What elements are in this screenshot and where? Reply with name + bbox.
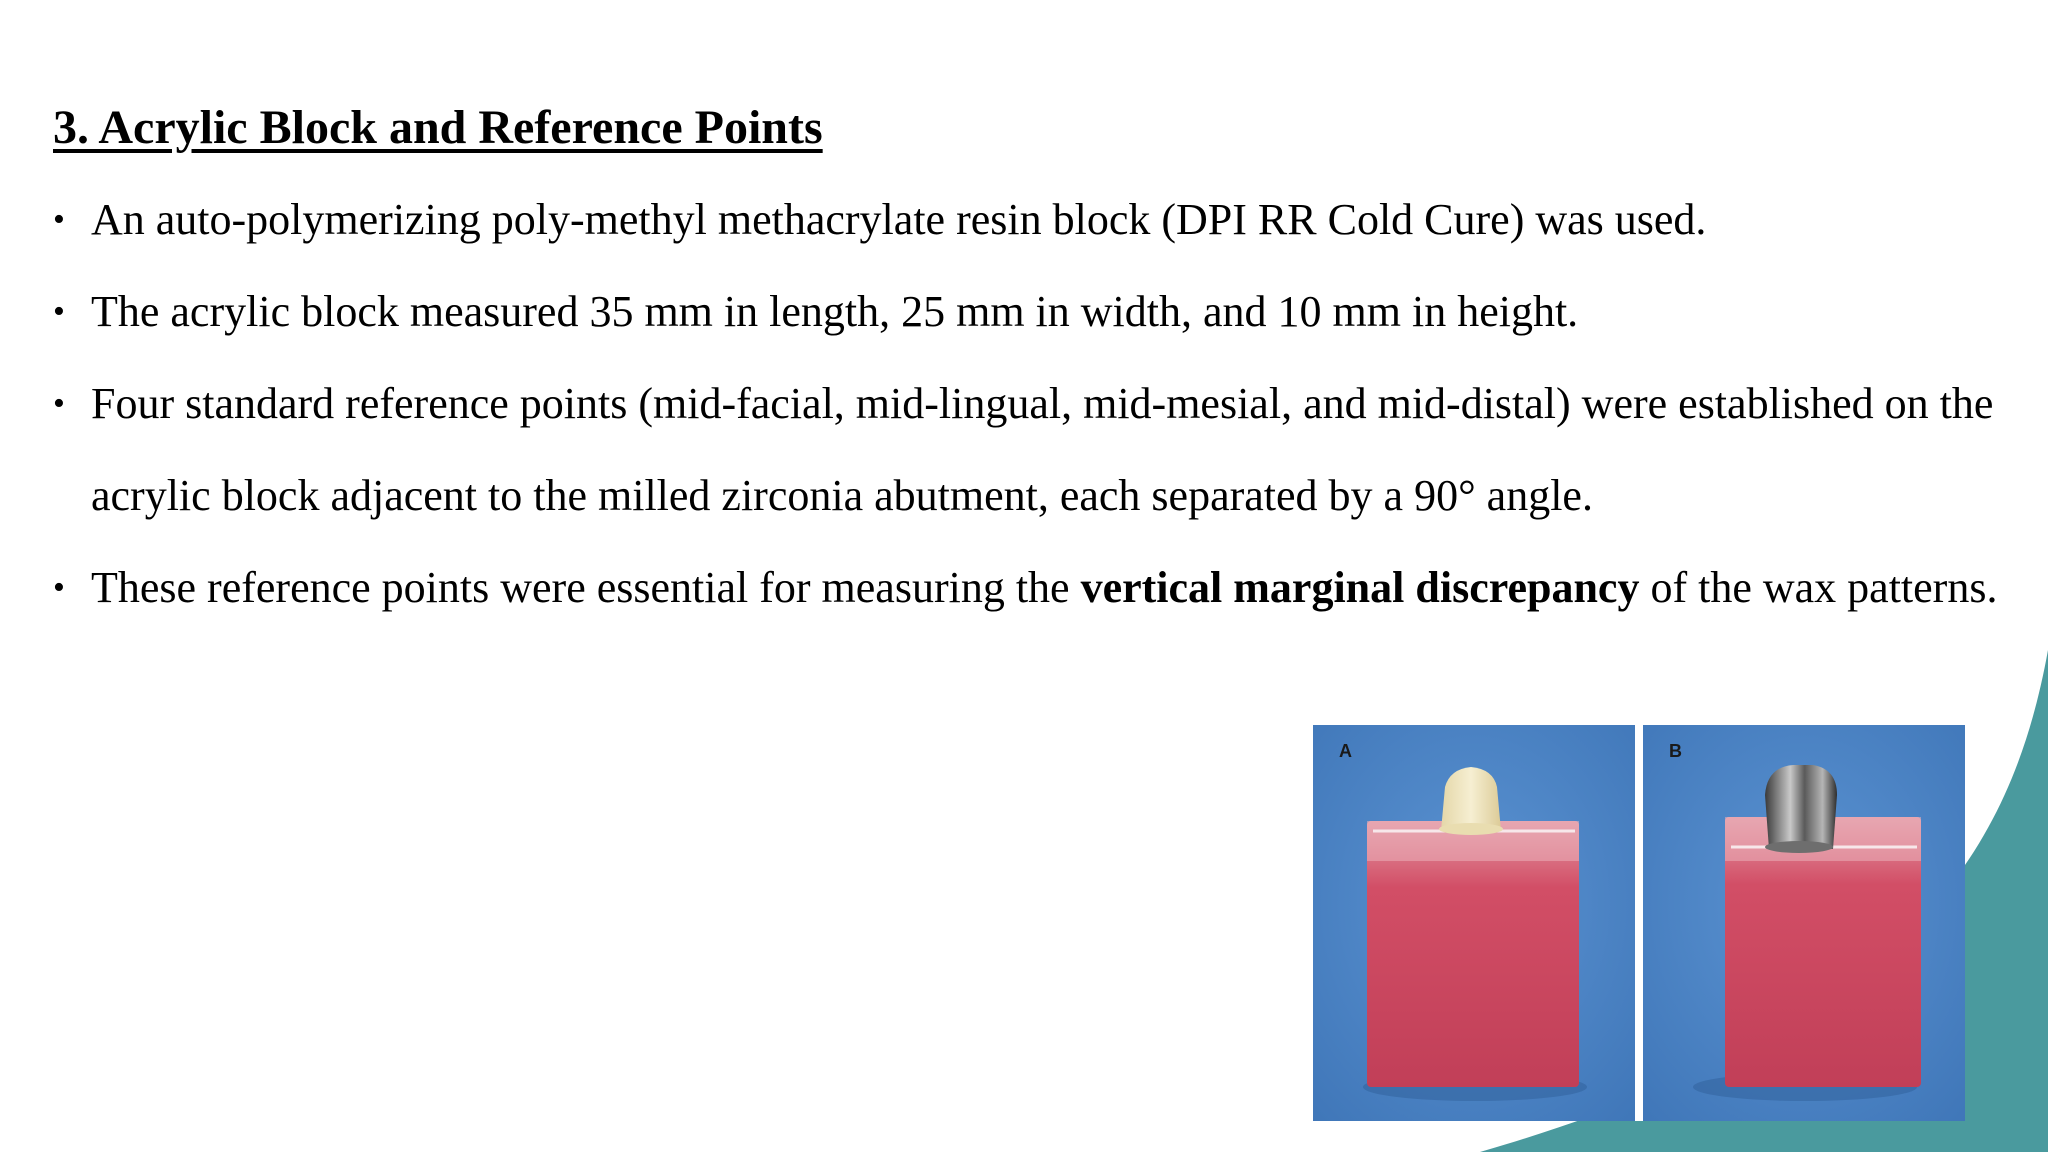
specimen-figure [1313,725,1965,1121]
figure-panel-a [1313,725,1635,1121]
figure-panel-b [1643,725,1965,1121]
panel-label-b: B [1669,741,1682,761]
bullet-text: Four standard reference points (mid-facial, mid-lingual, mid-mesial, and mid-distal) were established on the acrylic block adjacent to the milled zirconia abutment, each separated by a 90° angle. [91,379,1994,520]
bullet-item [53,174,2013,266]
panel-label-a: A [1339,741,1352,761]
bullet-item [53,542,2013,634]
bullet-text: The acrylic block measured 35 mm in length, 25 mm in width, and 10 mm in height. [91,287,1579,336]
slide-title: 3. Acrylic Block and Reference Points [53,101,823,154]
bullet-icon: • [53,385,65,422]
emphasis-text: vertical marginal discrepancy [1080,563,1640,612]
bullet-icon: • [53,569,65,606]
bullet-item [53,358,2013,542]
bullet-text: These reference points were essential for measuring the vertical marginal discrepancy of the wax patterns. [91,563,1998,612]
bullet-list [53,174,2013,634]
bullet-item [53,266,2013,358]
bullet-text: An auto-polymerizing poly-methyl methacrylate resin block (DPI RR Cold Cure) was used. [91,195,1707,244]
bullet-icon: • [53,293,65,330]
bullet-icon: • [53,201,65,238]
